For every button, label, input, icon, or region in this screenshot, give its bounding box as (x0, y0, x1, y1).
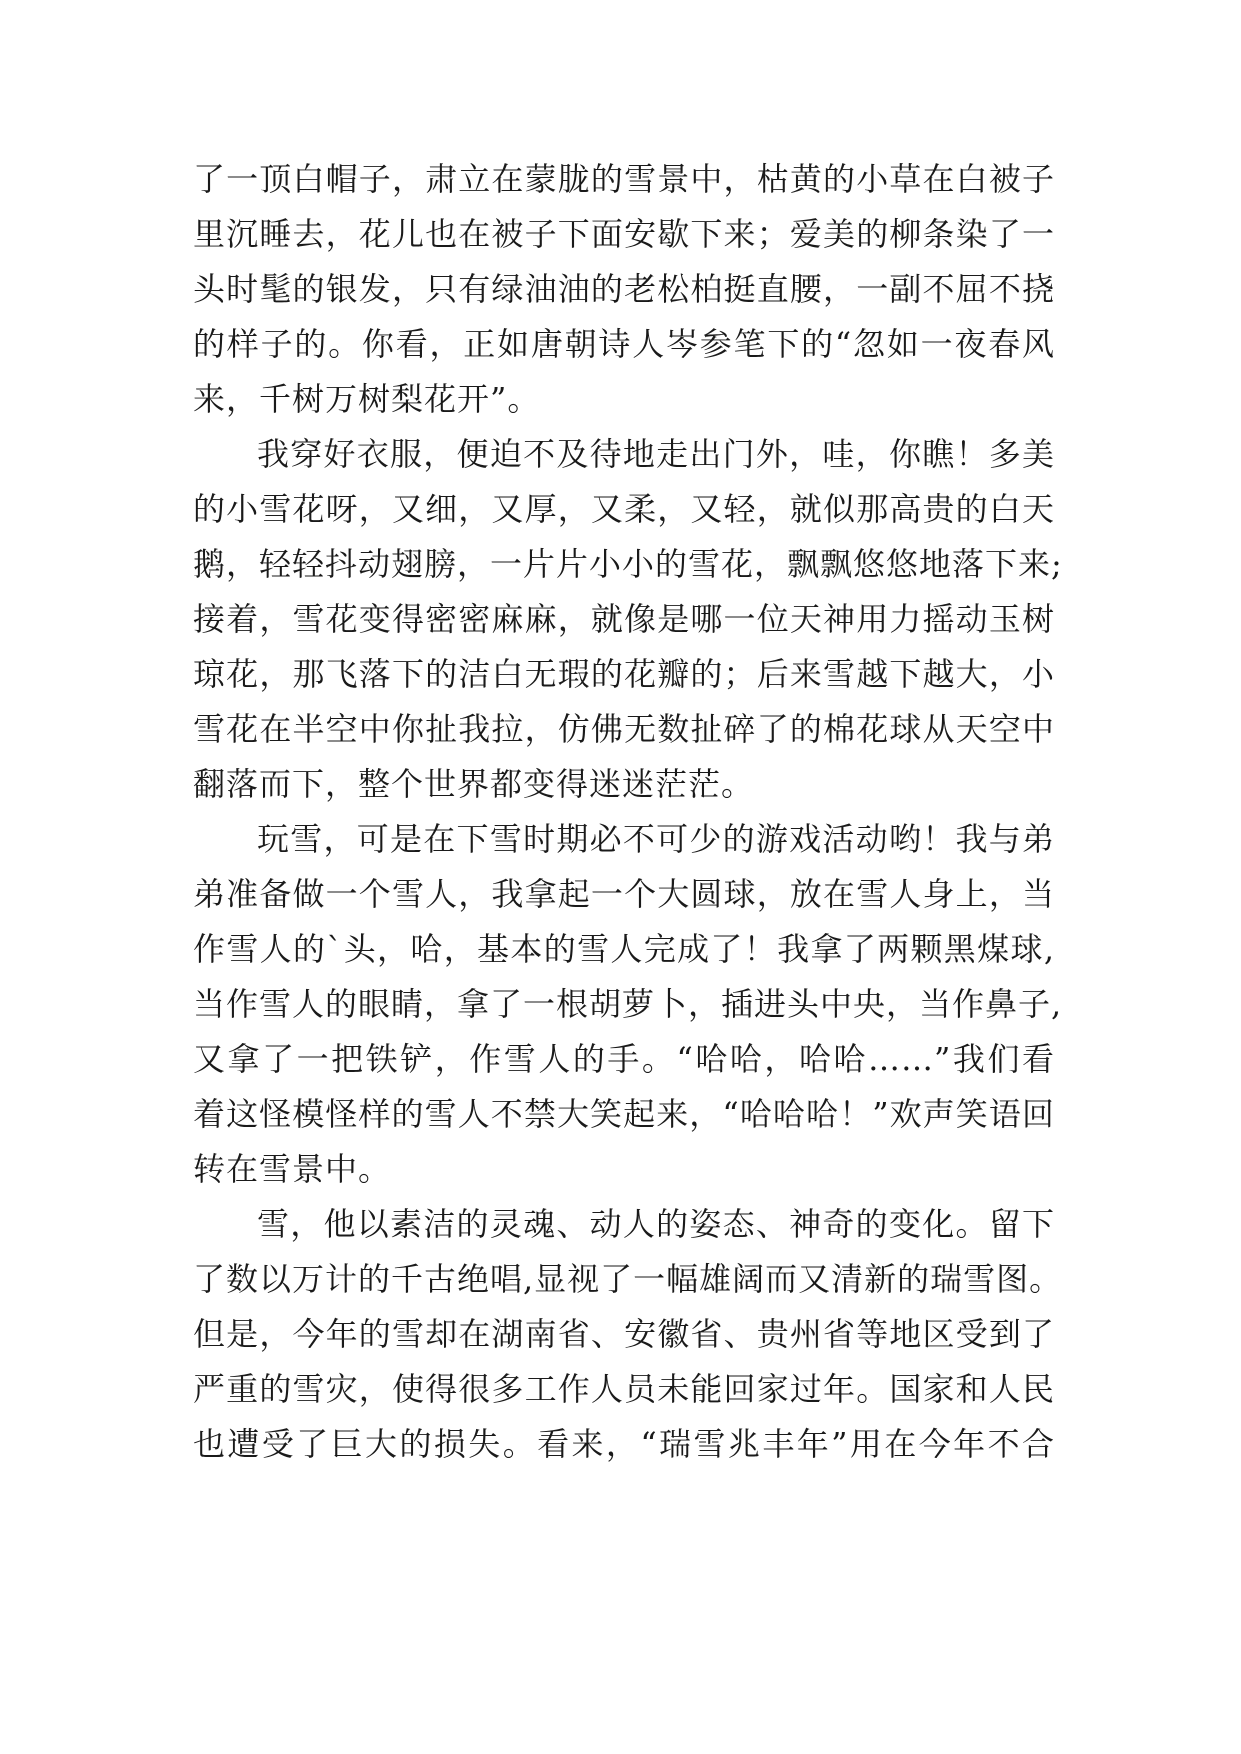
paragraph (193, 1197, 1063, 1472)
document-body (193, 152, 1063, 1472)
text-line: 玩雪，可是在下雪时期必不可少的游戏活动哟！我与弟 (257, 820, 1055, 858)
text-line: 但是，今年的雪却在湖南省、安徽省、贵州省等地区受到了 (193, 1315, 1055, 1353)
paragraph (193, 152, 1055, 427)
text-line: 里沉睡去，花儿也在被子下面安歇下来；爱美的柳条染了一 (193, 215, 1055, 253)
text-line: 头时髦的银发，只有绿油油的老松柏挺直腰，一副不屈不挠 (193, 270, 1055, 308)
text-line: 翻落而下，整个世界都变得迷迷茫茫。 (193, 765, 755, 803)
text-line: 着这怪模怪样的雪人不禁大笑起来，“哈哈哈！”欢声笑语回 (193, 1095, 1055, 1133)
text-line: 雪，他以素洁的灵魂、动人的姿态、神奇的变化。留下 (257, 1205, 1055, 1243)
text-line: 严重的雪灾，使得很多工作人员未能回家过年。国家和人民 (193, 1370, 1055, 1408)
text-line: 弟准备做一个雪人，我拿起一个大圆球，放在雪人身上，当 (193, 875, 1055, 913)
text-line: 的小雪花呀，又细，又厚，又柔，又轻，就似那高贵的白天 (193, 490, 1055, 528)
paragraph (193, 812, 1063, 1197)
text-line: 雪花在半空中你扯我拉，仿佛无数扯碎了的棉花球从天空中 (193, 710, 1055, 748)
text-line: 鹅，轻轻抖动翅膀，一片片小小的雪花，飘飘悠悠地落下来; (193, 545, 1063, 583)
text-line: 转在雪景中。 (193, 1150, 392, 1188)
text-line: 作雪人的`头，哈，基本的雪人完成了！我拿了两颗黑煤球, (193, 930, 1055, 968)
text-line: 我穿好衣服，便迫不及待地走出门外，哇，你瞧！多美 (257, 435, 1055, 473)
text-line: 也遭受了巨大的损失。看来，“瑞雪兆丰年”用在今年不合 (193, 1425, 1055, 1463)
text-line: 接着，雪花变得密密麻麻，就像是哪一位天神用力摇动玉树 (193, 600, 1055, 638)
text-line: 当作雪人的眼睛，拿了一根胡萝卜，插进头中央，当作鼻子, (193, 985, 1063, 1023)
text-line: 了数以万计的千古绝唱,显视了一幅雄阔而又清新的瑞雪图。 (193, 1260, 1063, 1298)
text-line: 琼花，那飞落下的洁白无瑕的花瓣的；后来雪越下越大，小 (193, 655, 1055, 693)
text-line: 了一顶白帽子，肃立在蒙胧的雪景中，枯黄的小草在白被子 (193, 160, 1055, 198)
text-line: 来，千树万树梨花开”。 (193, 380, 541, 418)
text-line: 的样子的。你看，正如唐朝诗人岑参笔下的“忽如一夜春风 (193, 325, 1055, 363)
paragraph (193, 427, 1063, 812)
text-line: 又拿了一把铁铲，作雪人的手。“哈哈，哈哈……”我们看 (193, 1040, 1055, 1078)
